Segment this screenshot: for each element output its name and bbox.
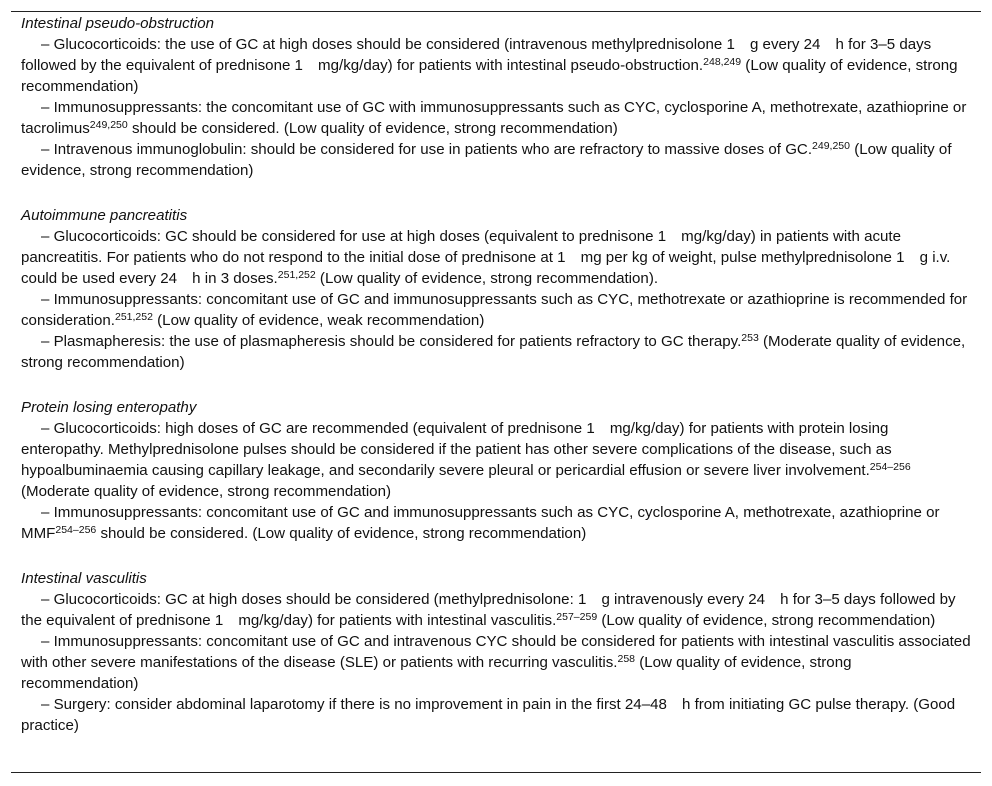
section-spacer — [21, 544, 971, 568]
section-intestinal-vasculitis — [21, 568, 971, 736]
citation-ref[interactable]: 253 — [741, 332, 759, 344]
section-protein-losing-enteropathy — [21, 397, 971, 544]
citation-ref[interactable]: 248,249 — [703, 56, 742, 68]
recommendation-item: – Plasmapheresis: the use of plasmapheresis should be considered for patients refractory to GC therapy.$^{253}$ (Moderate quality of evidence, strong recommendation) — [21, 332, 966, 371]
section-title: Protein losing enteropathy — [21, 399, 197, 416]
citation-ref[interactable]: 251,252 — [277, 269, 316, 281]
citation-ref[interactable]: 249,250 — [89, 119, 128, 131]
section-spacer — [21, 181, 971, 205]
section-title: Intestinal vasculitis — [21, 570, 147, 587]
recommendation-item: – Immunosuppressants: concomitant use of GC and intravenous CYC should be considered for patients with intestinal vasculitis associated with other severe manifestations of the disease (SLE) or patients with recurring vasculitis.$^{258}$ (Low quality of evidence, strong recommendation) — [21, 633, 971, 692]
citation-ref[interactable]: 254–256 — [55, 524, 97, 536]
recommendation-item: – Glucocorticoids: GC should be considered for use at high doses (equivalent to prednisone 1 mg/kg/day) in patients with acute pancreatitis. For patients who do not respond to the initial dose of prednisone at 1 mg per kg of weight, pulse methylprednisolone 1 g i.v. could be used every 24 h in 3 doses.$^{251,252}$ (Low quality of evidence, strong recommendation). — [21, 228, 951, 287]
recommendation-item: – Glucocorticoids: the use of GC at high doses should be considered (intravenous methylprednisolone 1 g every 24 h for 3–5 days followed by the equivalent of prednisone 1 mg/kg/day) for patients with intestinal pseudo-obstruction.$^{248,249}$ (Low quality of evidence, strong recommendation) — [21, 36, 958, 95]
citation-ref[interactable]: 254–256 — [869, 461, 911, 473]
recommendations-table — [11, 11, 981, 773]
recommendation-item: – Surgery: consider abdominal laparotomy if there is no improvement in pain in the first 24–48 h from initiating GC pulse therapy. (Good practice) — [21, 696, 956, 734]
section-autoimmune-pancreatitis — [21, 205, 971, 373]
citation-ref[interactable]: 251,252 — [114, 311, 153, 323]
recommendation-item: – Immunosuppressants: concomitant use of GC and immunosuppressants such as CYC, methotrexate or azathioprine is recommended for consideration.$^{251,252}$ (Low quality of evidence, weak recommendation) — [21, 291, 968, 329]
recommendation-item: – Immunosuppressants: concomitant use of GC and immunosuppressants such as CYC, cyclosporine A, methotrexate, azathioprine or MMF$^{254-256}$ should be considered. (Low quality of evidence, strong recommendation) — [21, 504, 940, 542]
citation-ref[interactable]: 249,250 — [812, 140, 850, 152]
section-intestinal-pseudo-obstruction — [21, 13, 971, 181]
recommendation-item: – Glucocorticoids: GC at high doses should be considered (methylprednisolone: 1 g intravenously every 24 h for 3–5 days followed by the equivalent of prednisone 1 mg/kg/day) for patients with intestinal vasculitis.$^{257-259}$ (Low quality of evidence, strong recommendation) — [21, 591, 956, 629]
citation-ref[interactable]: 258 — [617, 653, 636, 665]
section-title: Intestinal pseudo-obstruction — [21, 15, 214, 32]
recommendation-item: – Intravenous immunoglobulin: should be considered for use in patients who are refractory to massive doses of GC.$^{249,250}$ (Low quality of evidence, strong recommendation) — [21, 140, 952, 179]
table-cell — [11, 12, 981, 736]
recommendation-item: – Immunosuppressants: the concomitant use of GC with immunosuppressants such as CYC, cyclosporine A, methotrexate, azathioprine or tacrolimus$^{249,250}$ should be considered. (Low quality of evidence, strong recommendation) — [21, 99, 967, 137]
recommendation-item: – Glucocorticoids: high doses of GC are recommended (equivalent of prednisone 1 mg/kg/day) for patients with protein losing enteropathy. Methylprednisolone pulses should be considered if the patient has other severe complications of the disease, such as hypoalbuminaemia causing capillary leakage, and secondarily severe pleural or pericardial effusion or severe liver involvement.$^{254-256}$ (Moderate quality of evidence, strong recommendation) — [21, 420, 911, 500]
citation-ref[interactable]: 257–259 — [556, 611, 598, 623]
section-spacer — [21, 373, 971, 397]
section-title: Autoimmune pancreatitis — [21, 207, 188, 224]
